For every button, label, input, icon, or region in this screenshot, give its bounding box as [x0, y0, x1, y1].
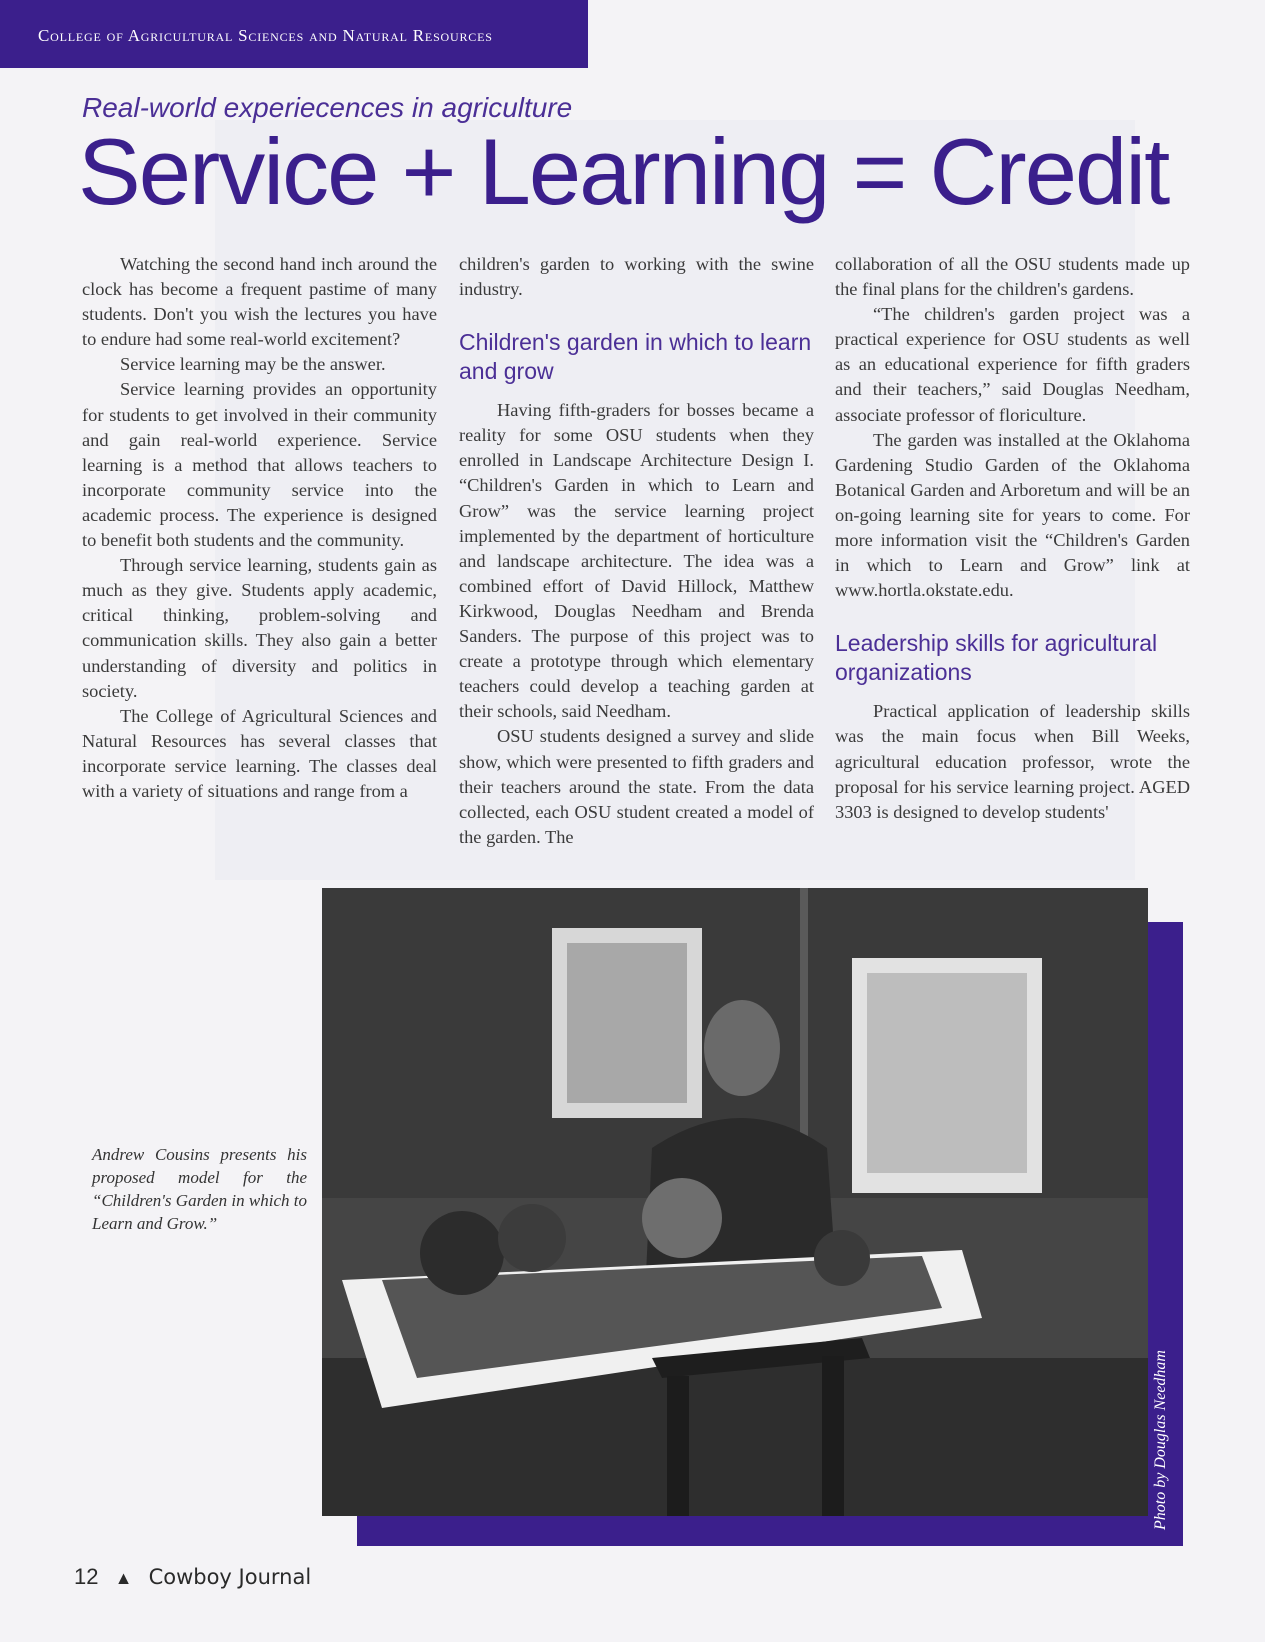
article-column-3 [835, 252, 1190, 825]
paragraph: Practical application of leadership skills was the main focus when Bill Weeks, agricultural education professor, wrote the proposal for his service learning project. AGED 3303 is designed to develop students' [835, 701, 1190, 822]
photo-caption: Andrew Cousins presents his proposed model for the “Children's Garden in which to Learn and Grow.” [92, 1145, 307, 1233]
paragraph: Through service learning, students gain as much as they give. Students apply academic, critical thinking, problem-solving and communication skills. They also gain a better understanding of diversity and politics in society. [82, 555, 437, 701]
page-number: 12 [74, 1564, 99, 1589]
paragraph: Watching the second hand inch around the clock has become a frequent pastime of many students. Don't you wish the lectures you have to endure had some real-world excitement? [82, 254, 437, 350]
page-footer [74, 1564, 311, 1590]
paragraph: The garden was installed at the Oklahoma Gardening Studio Garden of the Oklahoma Botanical Garden and Arboretum and will be an on-going learning site for years to come. For more information visit the “Children's Garden in which to Learn and Grow” link at www.hortla.okstate.edu. [835, 429, 1190, 601]
paragraph: The College of Agricultural Sciences and Natural Resources has several classes that incorporate service learning. The classes deal with a variety of situations and range from a [82, 705, 437, 801]
paragraph: Service learning provides an opportunity for students to get involved in their community and gain real-world experience. Service learning is a method that allows teachers to incorporate community service into the academic process. The experience is designed to benefit both students and the community. [82, 379, 437, 551]
subhead-childrens-garden: Children's garden in which to learn and grow [459, 329, 812, 385]
presenter-head [704, 1000, 780, 1096]
subhead-leadership-skills: Leadership skills for agricultural organizations [835, 630, 1158, 686]
paragraph: collaboration of all the OSU students made up the final plans for the children's gardens. [835, 254, 1190, 300]
triangle-icon: ▲ [114, 1568, 133, 1588]
photo-credit: Photo by Douglas Needham [1152, 1350, 1169, 1530]
paragraph: Having fifth-graders for bosses became a reality for some OSU students when they enrolled in Landscape Architecture Design I. “Children's Garden in which to Learn and Grow” was the service learning project implemented by the department of horticulture and landscape architecture. The idea was a combined effort of David Hillock, Matthew Kirkwood, Douglas Needham and Brenda Sanders. The purpose of this project was to create a prototype through which elementary teachers could develop a teaching garden at their schools, said Needham. [459, 400, 814, 722]
article-photo [322, 888, 1148, 1516]
publication-name: Cowboy Journal [148, 1565, 312, 1589]
photo-illustration [322, 888, 1148, 1516]
paragraph: OSU students designed a survey and slide show, which were presented to fifth graders and their teachers around the state. From the data collected, each OSU student created a model of the garden. The [459, 726, 814, 847]
article-column-2 [459, 252, 814, 850]
paragraph: children's garden to working with the swine industry. [459, 254, 814, 300]
article-column-1 [82, 252, 437, 804]
article-headline: Service + Learning = Credit [78, 119, 1169, 224]
article-kicker: Real-world experiecences in agriculture [82, 92, 573, 123]
paragraph: “The children's garden project was a practical experience for OSU students as well as an educational experience for fifth graders and their teachers,” said Douglas Needham, associate professor of floriculture. [835, 304, 1190, 425]
paragraph: Service learning may be the answer. [120, 354, 386, 375]
section-banner: College of Agricultural Sciences and Natural Resources [0, 0, 588, 68]
